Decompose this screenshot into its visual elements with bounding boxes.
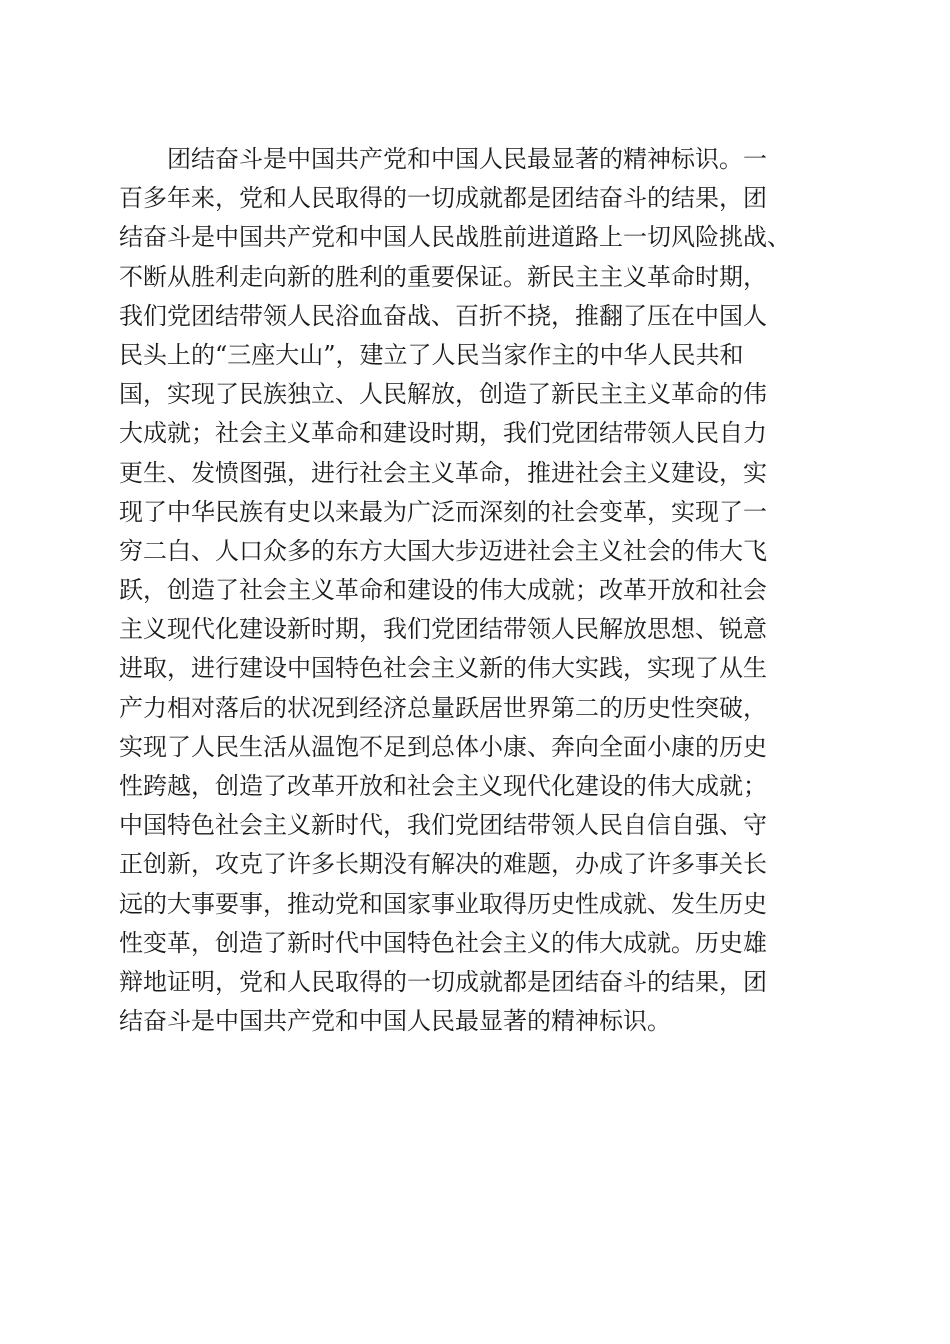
paragraph-line: 穷二白、人口众多的东方大国大步迈进社会主义社会的伟大飞	[119, 536, 767, 565]
paragraph-line: 我们党团结带领人民浴血奋战、百折不挠，推翻了压在中国人	[119, 301, 767, 330]
paragraph-line: 结奋斗是中国共产党和中国人民战胜前进道路上一切风险挑战、	[119, 223, 791, 252]
paragraph-line: 国，实现了民族独立、人民解放，创造了新民主主义革命的伟	[119, 380, 767, 409]
paragraph-line: 更生、发愤图强，进行社会主义革命，推进社会主义建设，实	[119, 458, 767, 487]
paragraph-line: 团结奋斗是中国共产党和中国人民最显著的精神标识。一	[167, 145, 767, 173]
paragraph-line: 不断从胜利走向新的胜利的重要保证。新民主主义革命时期，	[119, 262, 767, 291]
paragraph-line: 实现了人民生活从温饱不足到总体小康、奔向全面小康的历史	[119, 732, 767, 761]
paragraph-line: 进取，进行建设中国特色社会主义新的伟大实践，实现了从生	[119, 654, 767, 683]
paragraph-line: 远的大事要事，推动党和国家事业取得历史性成就、发生历史	[119, 889, 767, 918]
paragraph-line: 性跨越，创造了改革开放和社会主义现代化建设的伟大成就；	[119, 772, 767, 800]
paragraph-line: 正创新，攻克了许多长期没有解决的难题，办成了许多事关长	[119, 850, 767, 879]
paragraph-line: 现了中华民族有史以来最为广泛而深刻的社会变革，实现了一	[119, 497, 767, 526]
paragraph-line: 结奋斗是中国共产党和中国人民最显著的精神标识。	[119, 1007, 671, 1036]
paragraph-line: 中国特色社会主义新时代，我们党团结带领人民自信自强、守	[119, 811, 767, 840]
paragraph-line: 性变革，创造了新时代中国特色社会主义的伟大成就。历史雄	[119, 928, 767, 957]
paragraph-line: 民头上的“三座大山”，建立了人民当家作主的中华人民共和	[119, 340, 744, 369]
paragraph-line: 跃，创造了社会主义革命和建设的伟大成就；改革开放和社会	[119, 576, 767, 605]
paragraph-line: 百多年来，党和人民取得的一切成就都是团结奋斗的结果，团	[119, 184, 767, 213]
paragraph-line: 产力相对落后的状况到经济总量跃居世界第二的历史性突破，	[119, 693, 767, 722]
body-paragraph	[119, 140, 831, 1041]
paragraph-line: 主义现代化建设新时期，我们党团结带领人民解放思想、锐意	[119, 615, 767, 644]
paragraph-line: 辩地证明，党和人民取得的一切成就都是团结奋斗的结果，团	[119, 967, 767, 996]
paragraph-line: 大成就；社会主义革命和建设时期，我们党团结带领人民自力	[119, 419, 767, 448]
